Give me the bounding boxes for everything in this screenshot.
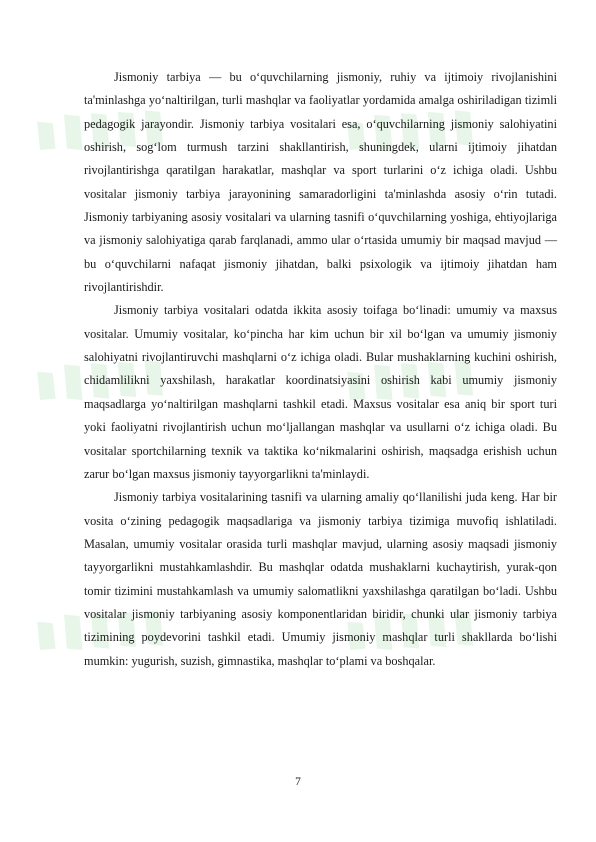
document-body <box>84 66 557 673</box>
page-number: 7 <box>295 776 301 788</box>
paragraph-1: Jismoniy tarbiya — bu o‘quvchilarning jismoniy, ruhiy va ijtimoiy rivojlanishini ta'minlashga yo‘naltirilgan, turli mashqlar va faoliyatlar yordamida amalga oshiriladigan tizimli pedagogik jarayondir. Jismoniy tarbiya vositalari esa, o‘quvchilarning jismoniy salohiyatini oshirish, sog‘lom turmush tarzini shakllantirish, shuningdek, ularni ijtimoiy jihatdan rivojlantirishga qaratilgan harakatlar, mashqlar va sport turlarini o‘z ichiga oladi. Ushbu vositalar jismoniy tarbiya jarayonining samaradorligini ta'minlashda asosiy o‘rin tutadi. Jismoniy tarbiyaning asosiy vositalari va ularning tasnifi o‘quvchilarning yoshiga, ehtiyojlariga va jismoniy salohiyatiga qarab farqlanadi, ammo ular o‘rtasida umumiy bir maqsad mavjud — bu o‘quvchilarni nafaqat jismoniy jihatdan, balki psixologik va ijtimoiy jihatdan ham rivojlantirishdir. <box>84 70 557 295</box>
paragraph-3: Jismoniy tarbiya vositalarining tasnifi va ularning amaliy qo‘llanilishi juda keng. Har bir vosita o‘zining pedagogik maqsadlariga va jismoniy tarbiya tizimiga muvofiq ishlatiladi. Masalan, umumiy vositalar orasida turli mashqlar mavjud, ularning asosiy maqsadi jismoniy tayyorgarlikni mustahkamlashdir. Bu mashqlar odatda mushaklarni kuchaytirish, yurak-qon tomir tizimini mustahkamlash va umumiy salomatlikni yaxshilashga qaratilgan bo‘ladi. Ushbu vositalar jismoniy tarbiyaning asosiy komponentlaridan biridir, chunki ular jismoniy tarbiya tizimining poydevorini tashkil etadi. Umumiy jismoniy mashqlar turli shakllarda bo‘lishi mumkin: yugurish, suzish, gimnastika, mashqlar to‘plami va boshqalar. <box>84 490 557 668</box>
paragraph-2: Jismoniy tarbiya vositalari odatda ikkita asosiy toifaga bo‘linadi: umumiy va maxsus vositalar. Umumiy vositalar, ko‘pincha har kim uchun bir xil bo‘lgan va umumiy jismoniy salohiyatni rivojlantiruvchi mashqlarni o‘z ichiga oladi. Bular mushaklarning kuchini oshirish, chidamlilikni yaxshilash, harakatlar koordinatsiyasini oshirish kabi umumiy jismoniy maqsadlarga yo‘naltirilgan mashqlarni tashkil etadi. Maxsus vositalar esa aniq bir sport turi yoki faoliyatni rivojlantirish uchun mo‘ljallangan mashqlar va usullarni o‘z ichiga oladi. Bu vositalar sportchilarning texnik va taktika ko‘nikmalarini oshirish, maqsadga erishish uchun zarur bo‘lgan maxsus jismoniy tayyorgarlikni ta'minlaydi. <box>84 303 557 481</box>
